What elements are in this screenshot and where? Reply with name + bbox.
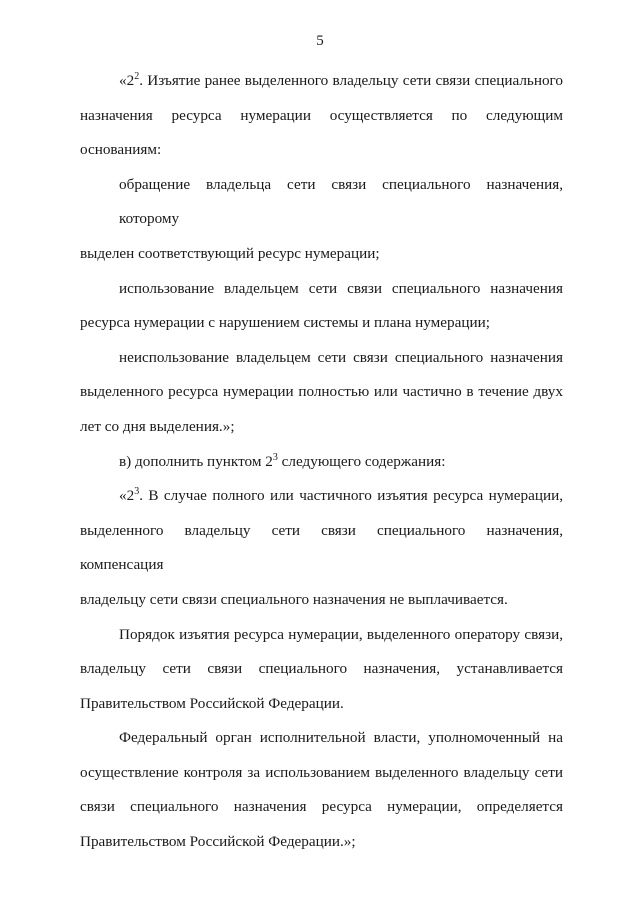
paragraph-line: основаниям: — [80, 141, 162, 159]
paragraph-ground-nonuse — [80, 341, 563, 445]
paragraph-line: использование владельцем сети связи специального назначения — [119, 279, 563, 297]
paragraph-line: ресурса нумерации с нарушением системы и плана нумерации; — [80, 314, 490, 332]
page-number: 5 — [316, 33, 324, 49]
paragraph-line: «$2^2$. Изъятие ранее выделенного владельцу сети связи специального — [119, 71, 563, 89]
paragraph-clause-2-2 — [80, 64, 563, 168]
paragraph-line: Правительством Российской Федерации.»; — [80, 833, 356, 851]
paragraph-line: Правительством Российской Федерации. — [80, 694, 344, 712]
paragraph-federal-body — [80, 721, 563, 859]
paragraph-line: владельцу сети связи специального назначения не выплачивается. — [80, 590, 508, 608]
paragraph-line: осуществление контроля за использованием выделенного владельцу сети — [80, 763, 563, 781]
paragraph-line: в) дополнить пунктом $2^3$ следующего содержания: — [119, 451, 446, 470]
paragraph-line: выделенного владельцу сети связи специального назначения, компенсация — [80, 521, 563, 574]
paragraph-line: Федеральный орган исполнительной власти, уполномоченный на — [119, 729, 563, 747]
paragraph-line: выделенного ресурса нумерации полностью или частично в течение двух — [80, 383, 563, 401]
paragraph-line: владельцу сети связи специального назначения, устанавливается — [80, 660, 563, 678]
paragraph-line: обращение владельца сети связи специального назначения, которому — [119, 175, 563, 228]
paragraph-clause-2-3 — [80, 479, 563, 617]
paragraph-ground-request — [80, 168, 563, 272]
paragraph-line: назначения ресурса нумерации осуществляется по следующим — [80, 106, 563, 124]
paragraph-line: Порядок изъятия ресурса нумерации, выделенного оператору связи, — [119, 625, 563, 643]
paragraph-line: лет со дня выделения.»; — [80, 417, 235, 435]
paragraph-procedure — [80, 618, 563, 722]
document-body — [80, 64, 563, 860]
paragraph-ground-violation — [80, 272, 563, 341]
paragraph-line: неиспользование владельцем сети связи специального назначения — [119, 348, 563, 366]
paragraph-line: связи специального назначения ресурса нумерации, определяется — [80, 798, 563, 816]
paragraph-amendment-v — [80, 445, 563, 480]
paragraph-line: выделен соответствующий ресурс нумерации; — [80, 244, 380, 262]
paragraph-line: «$2^3$. В случае полного или частичного изъятия ресурса нумерации, — [119, 486, 563, 505]
